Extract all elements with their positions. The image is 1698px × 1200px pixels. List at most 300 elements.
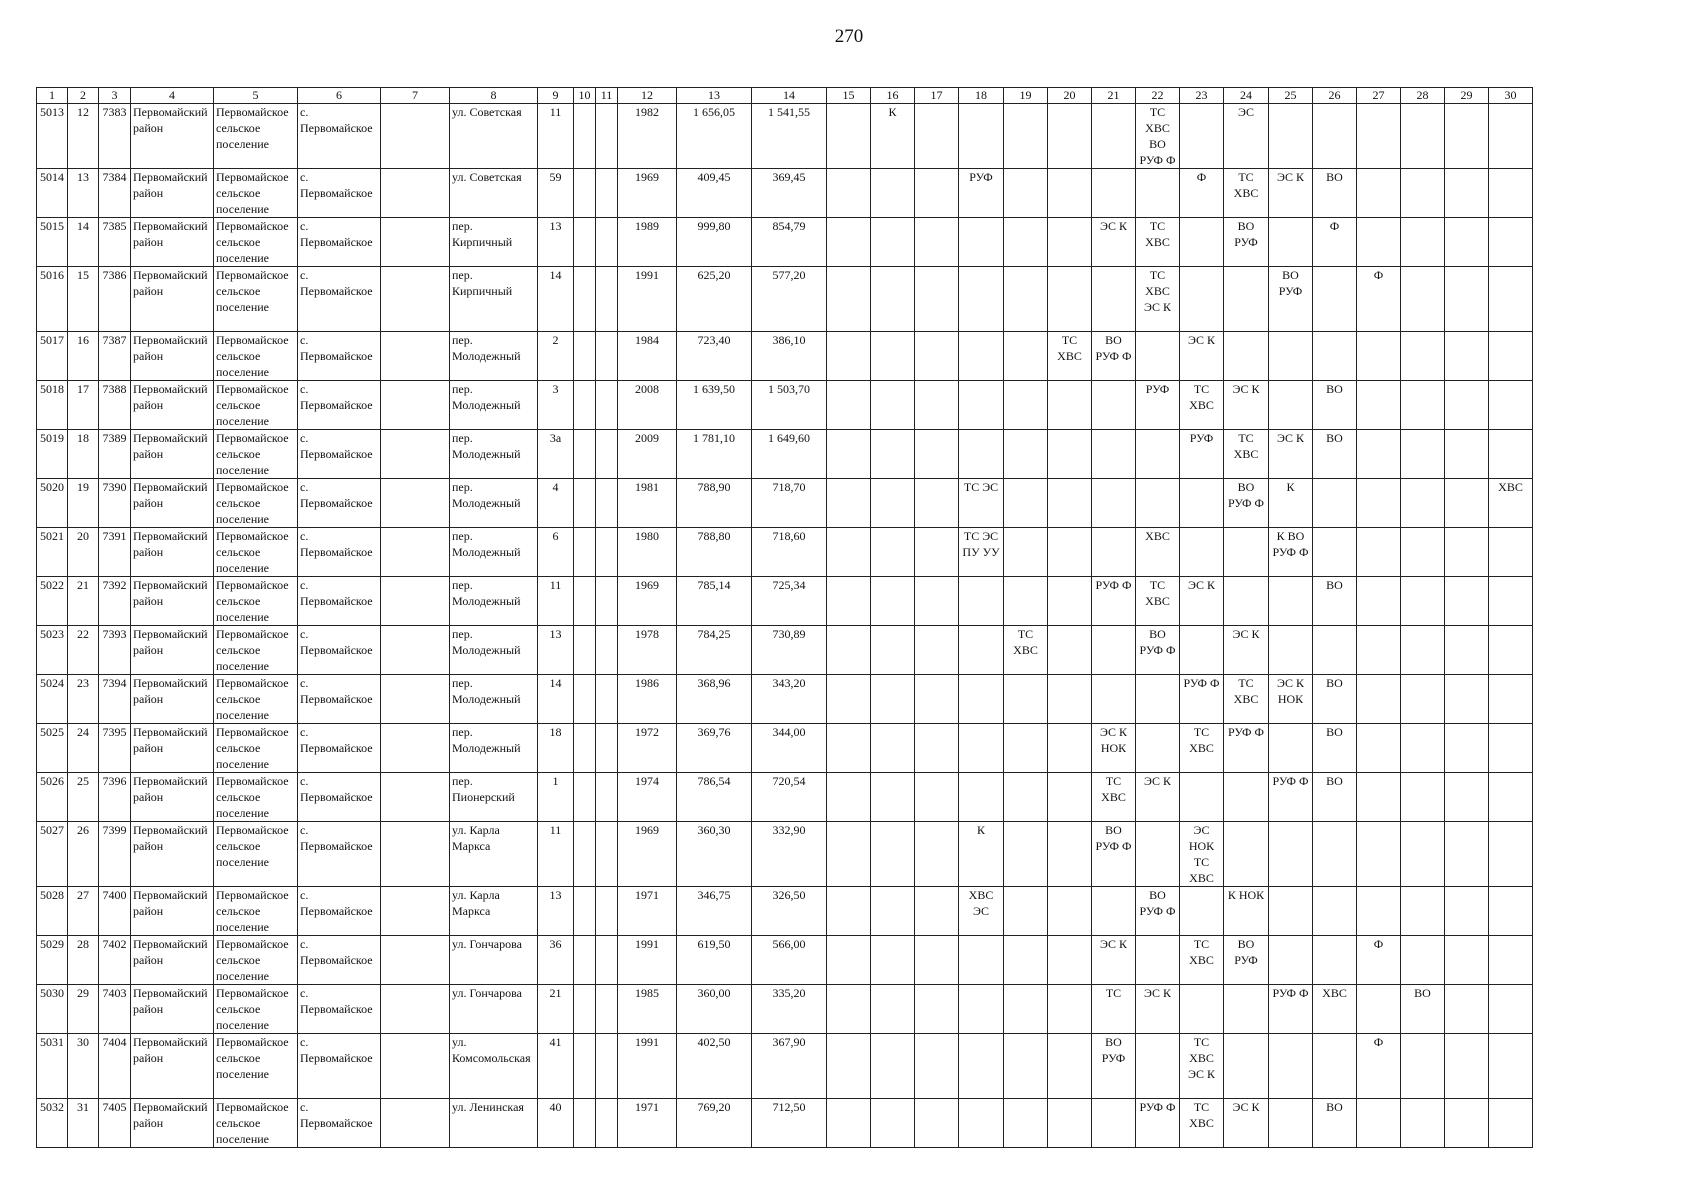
- cell-col-20: [1048, 936, 1092, 985]
- cell-col-11: [596, 887, 618, 936]
- cell-col-26: [1313, 332, 1357, 381]
- cell-col-26: [1313, 267, 1357, 332]
- column-header-25: 25: [1269, 88, 1313, 104]
- cell-col-8: пер. Кирпичный: [450, 218, 538, 267]
- cell-col-15: [827, 985, 871, 1034]
- cell-col-6: с. Первомайское: [298, 675, 381, 724]
- cell-col-9: 14: [538, 267, 574, 332]
- column-header-13: 13: [677, 88, 752, 104]
- cell-col-23: ТС ХВС ЭС К: [1180, 1034, 1224, 1099]
- cell-col-7: [381, 430, 450, 479]
- cell-col-27: [1357, 822, 1401, 887]
- cell-col-16: [871, 626, 915, 675]
- cell-col-2: 23: [68, 675, 99, 724]
- cell-col-8: ул. Советская: [450, 104, 538, 169]
- cell-col-17: [915, 675, 959, 724]
- cell-col-22: ТС ХВС: [1136, 577, 1180, 626]
- cell-col-18: [959, 267, 1004, 332]
- cell-col-9: 36: [538, 936, 574, 985]
- cell-col-23: ТС ХВС: [1180, 381, 1224, 430]
- cell-col-20: [1048, 479, 1092, 528]
- cell-col-1: 5014: [37, 169, 68, 218]
- cell-col-16: [871, 985, 915, 1034]
- cell-col-12: 1981: [618, 479, 677, 528]
- cell-col-7: [381, 675, 450, 724]
- cell-col-27: [1357, 169, 1401, 218]
- cell-col-20: [1048, 887, 1092, 936]
- cell-col-3: 7385: [99, 218, 131, 267]
- cell-col-27: [1357, 724, 1401, 773]
- cell-col-3: 7388: [99, 381, 131, 430]
- cell-col-28: [1401, 528, 1445, 577]
- cell-col-4: Первомайский район: [131, 936, 214, 985]
- cell-col-9: 41: [538, 1034, 574, 1099]
- cell-col-8: пер. Молодежный: [450, 332, 538, 381]
- cell-col-15: [827, 104, 871, 169]
- cell-col-1: 5013: [37, 104, 68, 169]
- cell-col-13: 784,25: [677, 626, 752, 675]
- cell-col-1: 5017: [37, 332, 68, 381]
- cell-col-22: ТС ХВС ВО РУФ Ф: [1136, 104, 1180, 169]
- cell-col-25: [1269, 936, 1313, 985]
- cell-col-22: ХВС: [1136, 528, 1180, 577]
- cell-col-29: [1445, 381, 1489, 430]
- cell-col-23: РУФ Ф: [1180, 675, 1224, 724]
- cell-col-28: [1401, 1034, 1445, 1099]
- housing-register-table: [36, 87, 1533, 1148]
- cell-col-18: [959, 985, 1004, 1034]
- cell-col-19: [1004, 887, 1048, 936]
- cell-col-6: с. Первомайское: [298, 267, 381, 332]
- cell-col-5: Первомайское сельское поселение: [214, 267, 298, 332]
- cell-col-25: ЭС К: [1269, 169, 1313, 218]
- cell-col-20: [1048, 822, 1092, 887]
- cell-col-21: [1092, 626, 1136, 675]
- cell-col-21: ЭС К: [1092, 936, 1136, 985]
- cell-col-14: 343,20: [752, 675, 827, 724]
- cell-col-30: [1489, 104, 1533, 169]
- cell-col-24: [1224, 1034, 1269, 1099]
- cell-col-23: ТС ХВС: [1180, 936, 1224, 985]
- cell-col-12: 1969: [618, 577, 677, 626]
- cell-col-9: 6: [538, 528, 574, 577]
- cell-col-23: Ф: [1180, 169, 1224, 218]
- cell-col-30: [1489, 822, 1533, 887]
- cell-col-21: ВО РУФ Ф: [1092, 822, 1136, 887]
- cell-col-14: 725,34: [752, 577, 827, 626]
- column-header-4: 4: [131, 88, 214, 104]
- cell-col-6: с. Первомайское: [298, 169, 381, 218]
- table-row: [37, 267, 1533, 332]
- cell-col-10: [574, 1034, 596, 1099]
- cell-col-28: ВО: [1401, 985, 1445, 1034]
- cell-col-18: [959, 332, 1004, 381]
- cell-col-23: [1180, 267, 1224, 332]
- cell-col-21: [1092, 479, 1136, 528]
- cell-col-19: [1004, 104, 1048, 169]
- cell-col-6: с. Первомайское: [298, 887, 381, 936]
- cell-col-30: [1489, 381, 1533, 430]
- table-row: [37, 626, 1533, 675]
- cell-col-14: 854,79: [752, 218, 827, 267]
- cell-col-6: с. Первомайское: [298, 822, 381, 887]
- cell-col-16: [871, 675, 915, 724]
- cell-col-3: 7405: [99, 1099, 131, 1148]
- cell-col-29: [1445, 773, 1489, 822]
- cell-col-12: 1989: [618, 218, 677, 267]
- cell-col-19: [1004, 218, 1048, 267]
- cell-col-19: [1004, 430, 1048, 479]
- cell-col-11: [596, 577, 618, 626]
- cell-col-9: 3: [538, 381, 574, 430]
- cell-col-6: с. Первомайское: [298, 430, 381, 479]
- cell-col-19: [1004, 936, 1048, 985]
- cell-col-29: [1445, 822, 1489, 887]
- cell-col-1: 5024: [37, 675, 68, 724]
- cell-col-27: [1357, 675, 1401, 724]
- cell-col-29: [1445, 479, 1489, 528]
- cell-col-11: [596, 773, 618, 822]
- cell-col-17: [915, 1099, 959, 1148]
- cell-col-15: [827, 479, 871, 528]
- cell-col-2: 18: [68, 430, 99, 479]
- cell-col-24: ТС ХВС: [1224, 430, 1269, 479]
- cell-col-14: 367,90: [752, 1034, 827, 1099]
- cell-col-22: [1136, 479, 1180, 528]
- table-row: [37, 577, 1533, 626]
- cell-col-17: [915, 577, 959, 626]
- cell-col-30: [1489, 1099, 1533, 1148]
- cell-col-19: [1004, 1099, 1048, 1148]
- cell-col-5: Первомайское сельское поселение: [214, 332, 298, 381]
- cell-col-9: 11: [538, 577, 574, 626]
- cell-col-5: Первомайское сельское поселение: [214, 936, 298, 985]
- cell-col-5: Первомайское сельское поселение: [214, 479, 298, 528]
- cell-col-14: 1 541,55: [752, 104, 827, 169]
- cell-col-12: 1991: [618, 267, 677, 332]
- cell-col-11: [596, 430, 618, 479]
- cell-col-10: [574, 430, 596, 479]
- cell-col-28: [1401, 577, 1445, 626]
- cell-col-6: с. Первомайское: [298, 1034, 381, 1099]
- cell-col-17: [915, 430, 959, 479]
- cell-col-26: ВО: [1313, 724, 1357, 773]
- cell-col-12: 1969: [618, 822, 677, 887]
- cell-col-25: [1269, 381, 1313, 430]
- cell-col-25: [1269, 887, 1313, 936]
- cell-col-17: [915, 528, 959, 577]
- cell-col-18: [959, 675, 1004, 724]
- column-header-12: 12: [618, 88, 677, 104]
- cell-col-12: 1969: [618, 169, 677, 218]
- cell-col-17: [915, 267, 959, 332]
- cell-col-10: [574, 724, 596, 773]
- cell-col-5: Первомайское сельское поселение: [214, 104, 298, 169]
- cell-col-4: Первомайский район: [131, 985, 214, 1034]
- cell-col-2: 13: [68, 169, 99, 218]
- cell-col-20: [1048, 430, 1092, 479]
- cell-col-12: 2008: [618, 381, 677, 430]
- cell-col-16: [871, 1034, 915, 1099]
- cell-col-6: с. Первомайское: [298, 626, 381, 675]
- cell-col-26: [1313, 1034, 1357, 1099]
- cell-col-29: [1445, 528, 1489, 577]
- cell-col-10: [574, 936, 596, 985]
- cell-col-15: [827, 822, 871, 887]
- cell-col-12: 1971: [618, 1099, 677, 1148]
- cell-col-24: [1224, 985, 1269, 1034]
- cell-col-10: [574, 675, 596, 724]
- cell-col-20: [1048, 1034, 1092, 1099]
- cell-col-1: 5028: [37, 887, 68, 936]
- cell-col-18: К: [959, 822, 1004, 887]
- cell-col-22: [1136, 675, 1180, 724]
- cell-col-3: 7394: [99, 675, 131, 724]
- cell-col-23: [1180, 626, 1224, 675]
- cell-col-15: [827, 169, 871, 218]
- cell-col-8: пер. Молодежный: [450, 430, 538, 479]
- cell-col-13: 1 639,50: [677, 381, 752, 430]
- column-number-header-row: [37, 88, 1533, 104]
- cell-col-8: ул. Карла Маркса: [450, 887, 538, 936]
- cell-col-4: Первомайский район: [131, 724, 214, 773]
- cell-col-3: 7383: [99, 104, 131, 169]
- cell-col-19: [1004, 773, 1048, 822]
- cell-col-25: [1269, 1034, 1313, 1099]
- cell-col-1: 5015: [37, 218, 68, 267]
- cell-col-25: РУФ Ф: [1269, 773, 1313, 822]
- column-header-21: 21: [1092, 88, 1136, 104]
- cell-col-2: 14: [68, 218, 99, 267]
- cell-col-3: 7399: [99, 822, 131, 887]
- cell-col-13: 723,40: [677, 332, 752, 381]
- cell-col-13: 360,30: [677, 822, 752, 887]
- cell-col-25: [1269, 724, 1313, 773]
- cell-col-19: [1004, 528, 1048, 577]
- cell-col-24: [1224, 528, 1269, 577]
- cell-col-3: 7395: [99, 724, 131, 773]
- column-header-10: 10: [574, 88, 596, 104]
- cell-col-6: с. Первомайское: [298, 218, 381, 267]
- cell-col-19: [1004, 332, 1048, 381]
- cell-col-15: [827, 724, 871, 773]
- cell-col-6: с. Первомайское: [298, 936, 381, 985]
- cell-col-17: [915, 218, 959, 267]
- cell-col-8: ул. Советская: [450, 169, 538, 218]
- cell-col-30: [1489, 626, 1533, 675]
- cell-col-2: 16: [68, 332, 99, 381]
- cell-col-6: с. Первомайское: [298, 479, 381, 528]
- cell-col-7: [381, 887, 450, 936]
- cell-col-27: [1357, 430, 1401, 479]
- cell-col-24: ВО РУФ: [1224, 936, 1269, 985]
- cell-col-7: [381, 332, 450, 381]
- cell-col-17: [915, 822, 959, 887]
- cell-col-14: 718,70: [752, 479, 827, 528]
- cell-col-27: [1357, 332, 1401, 381]
- cell-col-6: с. Первомайское: [298, 104, 381, 169]
- cell-col-29: [1445, 104, 1489, 169]
- cell-col-6: с. Первомайское: [298, 381, 381, 430]
- cell-col-1: 5031: [37, 1034, 68, 1099]
- cell-col-13: 785,14: [677, 577, 752, 626]
- cell-col-7: [381, 169, 450, 218]
- cell-col-16: [871, 1099, 915, 1148]
- cell-col-4: Первомайский район: [131, 675, 214, 724]
- cell-col-26: ВО: [1313, 381, 1357, 430]
- cell-col-20: [1048, 104, 1092, 169]
- cell-col-20: [1048, 1099, 1092, 1148]
- table-row: [37, 985, 1533, 1034]
- table-row: [37, 430, 1533, 479]
- cell-col-22: РУФ Ф: [1136, 1099, 1180, 1148]
- cell-col-22: [1136, 936, 1180, 985]
- cell-col-16: [871, 430, 915, 479]
- cell-col-7: [381, 267, 450, 332]
- cell-col-5: Первомайское сельское поселение: [214, 675, 298, 724]
- cell-col-15: [827, 381, 871, 430]
- cell-col-5: Первомайское сельское поселение: [214, 773, 298, 822]
- cell-col-26: ВО: [1313, 675, 1357, 724]
- cell-col-30: [1489, 773, 1533, 822]
- page-number: 270: [834, 26, 864, 47]
- cell-col-18: [959, 1099, 1004, 1148]
- cell-col-23: [1180, 218, 1224, 267]
- cell-col-11: [596, 267, 618, 332]
- cell-col-13: 788,80: [677, 528, 752, 577]
- cell-col-22: [1136, 822, 1180, 887]
- table-row: [37, 936, 1533, 985]
- cell-col-21: ВО РУФ: [1092, 1034, 1136, 1099]
- cell-col-22: [1136, 332, 1180, 381]
- cell-col-5: Первомайское сельское поселение: [214, 887, 298, 936]
- table-row: [37, 773, 1533, 822]
- column-header-7: 7: [381, 88, 450, 104]
- cell-col-7: [381, 626, 450, 675]
- cell-col-20: [1048, 528, 1092, 577]
- cell-col-4: Первомайский район: [131, 332, 214, 381]
- cell-col-10: [574, 773, 596, 822]
- cell-col-22: ТС ХВС: [1136, 218, 1180, 267]
- cell-col-7: [381, 577, 450, 626]
- cell-col-4: Первомайский район: [131, 528, 214, 577]
- cell-col-8: пер. Молодежный: [450, 724, 538, 773]
- cell-col-30: [1489, 675, 1533, 724]
- cell-col-6: с. Первомайское: [298, 577, 381, 626]
- cell-col-10: [574, 985, 596, 1034]
- cell-col-11: [596, 822, 618, 887]
- cell-col-5: Первомайское сельское поселение: [214, 626, 298, 675]
- table-row: [37, 1034, 1533, 1099]
- cell-col-2: 12: [68, 104, 99, 169]
- cell-col-29: [1445, 169, 1489, 218]
- cell-col-10: [574, 169, 596, 218]
- cell-col-12: 1991: [618, 1034, 677, 1099]
- cell-col-3: 7384: [99, 169, 131, 218]
- cell-col-23: ЭС К: [1180, 577, 1224, 626]
- cell-col-15: [827, 1099, 871, 1148]
- cell-col-28: [1401, 675, 1445, 724]
- cell-col-11: [596, 479, 618, 528]
- cell-col-29: [1445, 675, 1489, 724]
- cell-col-10: [574, 887, 596, 936]
- cell-col-25: [1269, 822, 1313, 887]
- cell-col-1: 5020: [37, 479, 68, 528]
- cell-col-17: [915, 724, 959, 773]
- cell-col-15: [827, 887, 871, 936]
- cell-col-18: [959, 104, 1004, 169]
- cell-col-2: 22: [68, 626, 99, 675]
- cell-col-24: ВО РУФ Ф: [1224, 479, 1269, 528]
- cell-col-21: [1092, 1099, 1136, 1148]
- cell-col-16: [871, 822, 915, 887]
- cell-col-2: 27: [68, 887, 99, 936]
- cell-col-8: пер. Молодежный: [450, 381, 538, 430]
- cell-col-6: с. Первомайское: [298, 528, 381, 577]
- table-row: [37, 887, 1533, 936]
- cell-col-16: [871, 218, 915, 267]
- cell-col-1: 5019: [37, 430, 68, 479]
- cell-col-25: [1269, 626, 1313, 675]
- cell-col-8: пер. Молодежный: [450, 479, 538, 528]
- cell-col-27: [1357, 887, 1401, 936]
- cell-col-4: Первомайский район: [131, 577, 214, 626]
- cell-col-24: ЭС К: [1224, 626, 1269, 675]
- cell-col-25: [1269, 332, 1313, 381]
- cell-col-1: 5029: [37, 936, 68, 985]
- table-row: [37, 822, 1533, 887]
- cell-col-9: 40: [538, 1099, 574, 1148]
- cell-col-1: 5027: [37, 822, 68, 887]
- column-header-23: 23: [1180, 88, 1224, 104]
- cell-col-21: [1092, 887, 1136, 936]
- cell-col-2: 17: [68, 381, 99, 430]
- cell-col-26: ВО: [1313, 773, 1357, 822]
- cell-col-18: ТС ЭС: [959, 479, 1004, 528]
- cell-col-3: 7400: [99, 887, 131, 936]
- cell-col-6: с. Первомайское: [298, 773, 381, 822]
- cell-col-30: [1489, 218, 1533, 267]
- cell-col-12: 1986: [618, 675, 677, 724]
- column-header-1: 1: [37, 88, 68, 104]
- cell-col-24: [1224, 773, 1269, 822]
- table-row: [37, 724, 1533, 773]
- cell-col-9: 11: [538, 822, 574, 887]
- cell-col-9: 13: [538, 218, 574, 267]
- cell-col-26: [1313, 822, 1357, 887]
- cell-col-5: Первомайское сельское поселение: [214, 724, 298, 773]
- cell-col-1: 5023: [37, 626, 68, 675]
- cell-col-15: [827, 267, 871, 332]
- cell-col-10: [574, 218, 596, 267]
- cell-col-7: [381, 936, 450, 985]
- cell-col-30: [1489, 528, 1533, 577]
- column-header-18: 18: [959, 88, 1004, 104]
- cell-col-17: [915, 381, 959, 430]
- cell-col-16: [871, 169, 915, 218]
- cell-col-14: 577,20: [752, 267, 827, 332]
- cell-col-12: 2009: [618, 430, 677, 479]
- cell-col-3: 7403: [99, 985, 131, 1034]
- cell-col-16: [871, 381, 915, 430]
- cell-col-29: [1445, 267, 1489, 332]
- cell-col-23: [1180, 985, 1224, 1034]
- cell-col-2: 31: [68, 1099, 99, 1148]
- cell-col-25: [1269, 1099, 1313, 1148]
- cell-col-18: ТС ЭС ПУ УУ: [959, 528, 1004, 577]
- cell-col-16: [871, 577, 915, 626]
- cell-col-19: ТС ХВС: [1004, 626, 1048, 675]
